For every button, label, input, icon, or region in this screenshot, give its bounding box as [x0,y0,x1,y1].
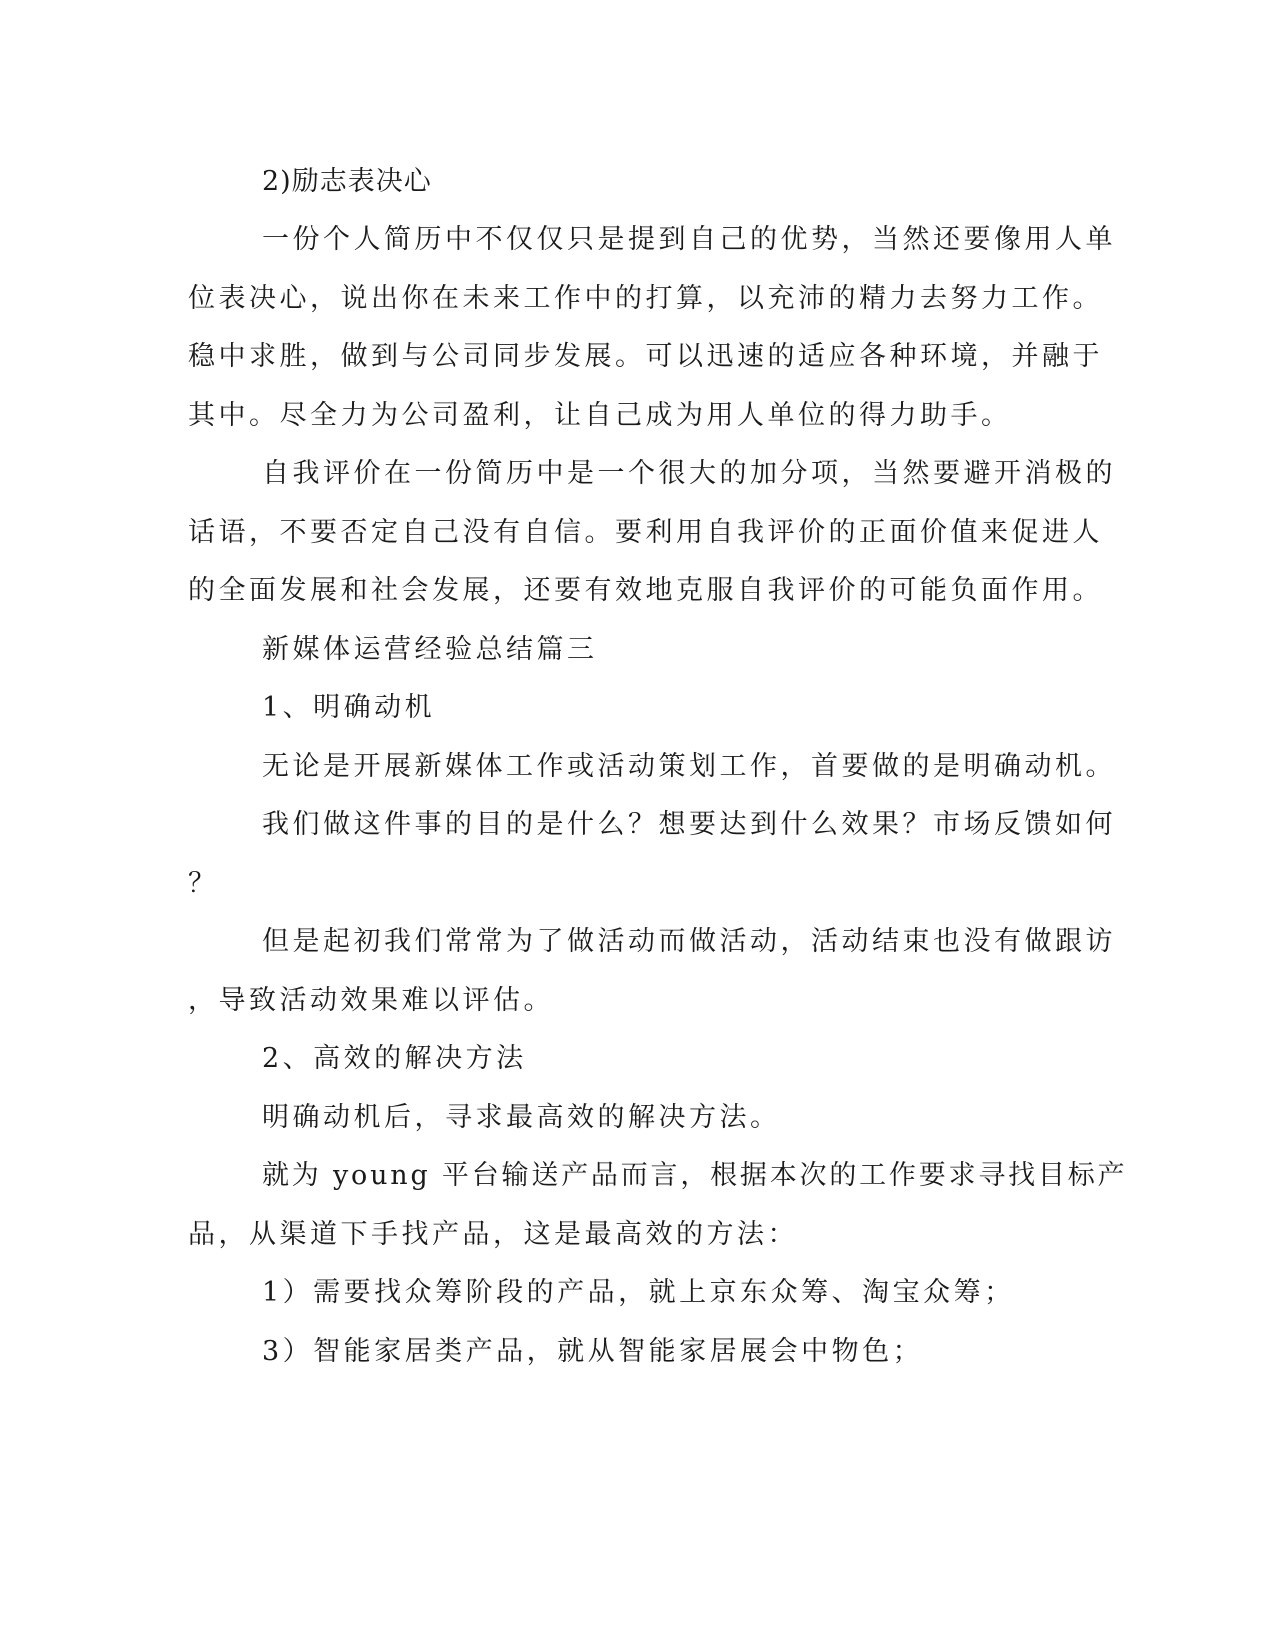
paragraph-line: 我们做这件事的目的是什么？想要达到什么效果？市场反馈如何 [262,809,1116,840]
subheading-motivation: 1、明确动机 [262,692,436,723]
paragraph-line: 的全面发展和社会发展，还要有效地克服自我评价的可能负面作用。 [188,575,1103,606]
subheading-efficient-method: 2、高效的解决方法 [262,1043,527,1074]
subheading-resolve: 2)励志表决心 [262,166,432,197]
paragraph-line: 就为 young 平台输送产品而言，根据本次的工作要求寻找目标产 [262,1160,1128,1191]
list-item: 1）需要找众筹阶段的产品，就上京东众筹、淘宝众筹； [262,1277,1015,1308]
section-title: 新媒体运营经验总结篇三 [262,634,598,665]
paragraph-line: ？ [188,868,219,899]
paragraph-line: 稳中求胜，做到与公司同步发展。可以迅速的适应各种环境，并融于 [188,341,1103,372]
paragraph-line: 无论是开展新媒体工作或活动策划工作，首要做的是明确动机。 [262,751,1116,782]
paragraph-line: 但是起初我们常常为了做活动而做活动，活动结束也没有做跟访 [262,926,1116,957]
paragraph-line: 话语，不要否定自己没有自信。要利用自我评价的正面价值来促进人 [188,517,1103,548]
list-item: 3）智能家居类产品，就从智能家居展会中物色； [262,1336,924,1367]
paragraph-line: ，导致活动效果难以评估。 [188,985,554,1016]
paragraph-line: 自我评价在一份简历中是一个很大的加分项，当然要避开消极的 [262,458,1116,489]
paragraph-line: 位表决心，说出你在未来工作中的打算，以充沛的精力去努力工作。 [188,283,1103,314]
paragraph-line: 品，从渠道下手找产品，这是最高效的方法： [188,1219,798,1250]
paragraph-line: 其中。尽全力为公司盈利，让自己成为用人单位的得力助手。 [188,400,1012,431]
paragraph-line: 明确动机后，寻求最高效的解决方法。 [262,1102,781,1133]
paragraph-line: 一份个人简历中不仅仅只是提到自己的优势，当然还要像用人单 [262,224,1116,255]
